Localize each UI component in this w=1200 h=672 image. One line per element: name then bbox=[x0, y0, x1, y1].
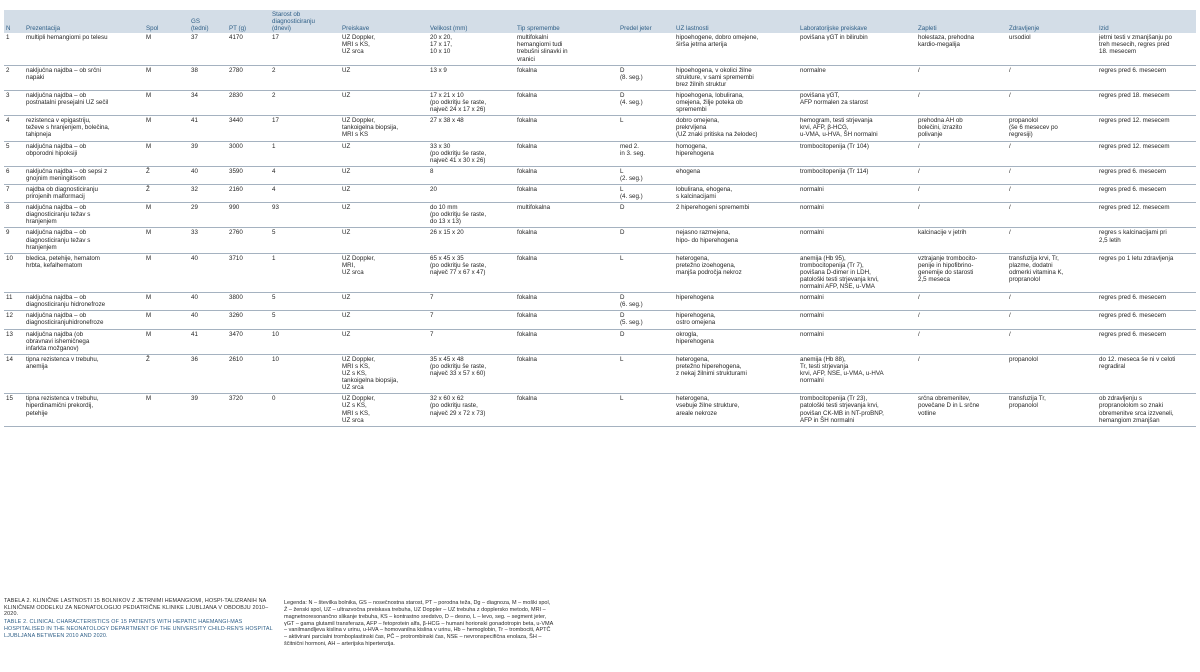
table-cell: 65 x 45 x 35 (po odkritju še raste, največ 77 x 67 x 47) bbox=[428, 253, 515, 292]
table-cell: / bbox=[1007, 329, 1097, 354]
table-cell: naključna najdba – ob postnatalni presejalni UZ sečil bbox=[24, 90, 144, 115]
column-header: Predel jeter bbox=[618, 10, 674, 33]
table-cell: 40 bbox=[189, 311, 227, 329]
table-cell: 2 bbox=[4, 65, 24, 90]
table-cell: regres pred 12. mesecem bbox=[1097, 141, 1196, 166]
table-cell: 3260 bbox=[227, 311, 270, 329]
table-cell: 7 bbox=[428, 311, 515, 329]
table-cell: 0 bbox=[270, 394, 340, 426]
table-cell: hiperehogena, ostro omejena bbox=[674, 311, 798, 329]
table-cell: fokalna bbox=[515, 90, 618, 115]
table-cell: UZ Doppler, MRI s KS, UZ s KS, tankoigelna biopsija, UZ srca bbox=[340, 354, 428, 393]
table-cell: propanolol bbox=[1007, 354, 1097, 393]
table-cell: L bbox=[618, 394, 674, 426]
table-cell: transfuzija krvi, Tr, plazme, dodatni odmerki vitamina K, propranolol bbox=[1007, 253, 1097, 292]
column-header: Starost ob diagnosticiranju (dnevi) bbox=[270, 10, 340, 33]
table-cell: naključna najdba – ob diagnosticiranju težav s hranjenjem bbox=[24, 228, 144, 253]
column-header: Velikost (mm) bbox=[428, 10, 515, 33]
table-cell: 5 bbox=[270, 293, 340, 311]
table-cell: bledica, petehije, hematom hrbta, kefalhematom bbox=[24, 253, 144, 292]
table-cell: 13 bbox=[4, 329, 24, 354]
column-header: N bbox=[4, 10, 24, 33]
column-header: Zapleti bbox=[916, 10, 1007, 33]
table-cell: ehogena bbox=[674, 166, 798, 184]
table-row bbox=[4, 166, 1196, 184]
table-cell: M bbox=[144, 293, 189, 311]
table-cell: vztrajanje trombocito- penije in hipofibrino- genemije do starosti 2,5 meseca bbox=[916, 253, 1007, 292]
table-cell: regres pred 18. mesecem bbox=[1097, 90, 1196, 115]
table-cell: 4 bbox=[270, 184, 340, 202]
table-cell: 33 bbox=[189, 228, 227, 253]
table-cell: 41 bbox=[189, 329, 227, 354]
table-cell: UZ bbox=[340, 228, 428, 253]
table-cell: regres pred 6. mesecem bbox=[1097, 166, 1196, 184]
table-cell: fokalna bbox=[515, 394, 618, 426]
table-cell: / bbox=[1007, 65, 1097, 90]
table-cell: UZ Doppler, tankoigelna biopsija, MRI s KS bbox=[340, 116, 428, 141]
table-cell: 14 bbox=[4, 354, 24, 393]
table-cell: D (6. seg.) bbox=[618, 293, 674, 311]
table-cell: M bbox=[144, 311, 189, 329]
table-cell: okrogla, hiperehogena bbox=[674, 329, 798, 354]
table-cell: 1 bbox=[270, 141, 340, 166]
table-cell: 4 bbox=[270, 166, 340, 184]
column-header: Prezentacija bbox=[24, 10, 144, 33]
table-cell: 3 bbox=[4, 90, 24, 115]
table-cell: normalni bbox=[798, 184, 916, 202]
column-header: UZ lastnosti bbox=[674, 10, 798, 33]
table-cell: najdba ob diagnosticiranju prirojenih malformacij bbox=[24, 184, 144, 202]
table-cell: UZ bbox=[340, 65, 428, 90]
table-cell: 4170 bbox=[227, 33, 270, 65]
table-cell: 38 bbox=[189, 65, 227, 90]
table-cell: do 10 mm (po odkritju še raste, do 13 x 13) bbox=[428, 203, 515, 228]
table-cell: trombocitopenija (Tr 114) bbox=[798, 166, 916, 184]
table-cell: 5 bbox=[270, 311, 340, 329]
table-cell: multipli hemangiomi po telesu bbox=[24, 33, 144, 65]
table-cell: 17 bbox=[270, 33, 340, 65]
table-cell: 34 bbox=[189, 90, 227, 115]
table-cell: 2 bbox=[270, 65, 340, 90]
table-cell: 35 x 45 x 48 (po odkritju še raste, največ 33 x 57 x 60) bbox=[428, 354, 515, 393]
table-cell: 32 bbox=[189, 184, 227, 202]
table-cell: 3000 bbox=[227, 141, 270, 166]
table-cell: do 12. meseca še ni v celoti regradiral bbox=[1097, 354, 1196, 393]
table-body bbox=[4, 33, 1196, 426]
table-cell: 3470 bbox=[227, 329, 270, 354]
table-cell: 32 x 60 x 62 (po odkritju raste, največ 29 x 72 x 73) bbox=[428, 394, 515, 426]
table-cell: 27 x 38 x 48 bbox=[428, 116, 515, 141]
table-cell: M bbox=[144, 65, 189, 90]
table-cell: nejasno razmejena, hipo- do hiperehogena bbox=[674, 228, 798, 253]
table-cell: 8 bbox=[4, 203, 24, 228]
table-cell: Ž bbox=[144, 166, 189, 184]
table-cell: 4 bbox=[4, 116, 24, 141]
table-cell: regres pred 6. mesecem bbox=[1097, 329, 1196, 354]
table-cell: naključna najdba (ob obravnavi ishemičnega infarkta možganov) bbox=[24, 329, 144, 354]
table-cell: regres pred 6. mesecem bbox=[1097, 65, 1196, 90]
table-cell bbox=[618, 33, 674, 65]
table-cell: normalne bbox=[798, 65, 916, 90]
table-cell: hipoehogena, lobulirana, omejena, žilje poteka ob spremembi bbox=[674, 90, 798, 115]
table-cell: fokalna bbox=[515, 166, 618, 184]
table-cell: UZ bbox=[340, 293, 428, 311]
table-cell: heterogena, vsebuje žilne strukture, areale nekroze bbox=[674, 394, 798, 426]
table-cell: / bbox=[1007, 90, 1097, 115]
table-cell: 12 bbox=[4, 311, 24, 329]
table-cell: propanolol (še 6 mesecev po regresiji) bbox=[1007, 116, 1097, 141]
table-cell: heterogena, pretežno hiperehogena, z nekaj žilnimi strukturami bbox=[674, 354, 798, 393]
table-cell: M bbox=[144, 203, 189, 228]
table-cell: 11 bbox=[4, 293, 24, 311]
table-cell: 7 bbox=[428, 329, 515, 354]
table-cell: 40 bbox=[189, 293, 227, 311]
table-cell: L bbox=[618, 116, 674, 141]
table-cell: 41 bbox=[189, 116, 227, 141]
table-cell: 40 bbox=[189, 253, 227, 292]
table-cell: 8 bbox=[428, 166, 515, 184]
table-row bbox=[4, 329, 1196, 354]
column-header: Izid bbox=[1097, 10, 1196, 33]
table-cell: tipna rezistenca v trebuhu, hiperdinamični prekordij, petehije bbox=[24, 394, 144, 426]
table-cell: naključna najdba – ob diagnosticiranju hidronefroze bbox=[24, 293, 144, 311]
table-cell: 10 bbox=[270, 329, 340, 354]
table-cell: regres pred 6. mesecem bbox=[1097, 311, 1196, 329]
table-cell: / bbox=[916, 90, 1007, 115]
column-header: Spol bbox=[144, 10, 189, 33]
table-cell: 40 bbox=[189, 166, 227, 184]
table-cell: / bbox=[1007, 184, 1097, 202]
table-cell: 7 bbox=[428, 293, 515, 311]
table-cell: hiperehogena bbox=[674, 293, 798, 311]
table-cell: D bbox=[618, 329, 674, 354]
table-row bbox=[4, 293, 1196, 311]
table-cell: normalni bbox=[798, 228, 916, 253]
table-cell: M bbox=[144, 394, 189, 426]
table-row bbox=[4, 311, 1196, 329]
table-cell: 17 x 21 x 10 (po odkritju še raste, največ 24 x 17 x 26) bbox=[428, 90, 515, 115]
table-cell: regres pred 6. mesecem bbox=[1097, 184, 1196, 202]
table-cell: 2 bbox=[270, 90, 340, 115]
table-cell: 2 hiperehogeni spremembi bbox=[674, 203, 798, 228]
table-cell: fokalna bbox=[515, 354, 618, 393]
table-cell: normalni bbox=[798, 203, 916, 228]
table-cell: UZ bbox=[340, 184, 428, 202]
column-header: Tip spremembe bbox=[515, 10, 618, 33]
table-cell: fokalna bbox=[515, 329, 618, 354]
table-cell: 9 bbox=[4, 228, 24, 253]
table-cell: 990 bbox=[227, 203, 270, 228]
table-cell: naključna najdba – ob obporodni hipoksiji bbox=[24, 141, 144, 166]
table-cell: normalni bbox=[798, 329, 916, 354]
table-cell: 36 bbox=[189, 354, 227, 393]
table-cell: fokalna bbox=[515, 311, 618, 329]
table-row bbox=[4, 354, 1196, 393]
table-row bbox=[4, 394, 1196, 426]
table-cell: L bbox=[618, 354, 674, 393]
table-cell: 2160 bbox=[227, 184, 270, 202]
table-cell: Ž bbox=[144, 354, 189, 393]
table-cell: med 2. in 3. seg. bbox=[618, 141, 674, 166]
table-cell: 29 bbox=[189, 203, 227, 228]
column-header: Preiskave bbox=[340, 10, 428, 33]
table-cell: 3590 bbox=[227, 166, 270, 184]
table-cell: 39 bbox=[189, 394, 227, 426]
table-cell: / bbox=[1007, 228, 1097, 253]
table-cell: M bbox=[144, 116, 189, 141]
table-row bbox=[4, 203, 1196, 228]
table-cell: Ž bbox=[144, 184, 189, 202]
table-cell: regres pred 6. mesecem bbox=[1097, 293, 1196, 311]
table-cell: naključna najdba – ob srčni napaki bbox=[24, 65, 144, 90]
table-cell: M bbox=[144, 90, 189, 115]
table-cell: UZ Doppler, MRI s KS, UZ srca bbox=[340, 33, 428, 65]
table-cell: fokalna bbox=[515, 116, 618, 141]
table-cell: 5 bbox=[270, 228, 340, 253]
table-cell: regres pred 12. mesecem bbox=[1097, 116, 1196, 141]
table-cell: D (8. seg.) bbox=[618, 65, 674, 90]
table-cell: 17 bbox=[270, 116, 340, 141]
table-cell: / bbox=[1007, 293, 1097, 311]
table-cell: L (4. seg.) bbox=[618, 184, 674, 202]
table-cell: multifokalni hemangiomi tudi trebušni slinavki in vranici bbox=[515, 33, 618, 65]
table-cell: rezistenca v epigastriju, teževe s hranjenjem, bolečina, tahipneja bbox=[24, 116, 144, 141]
table-cell: 13 x 9 bbox=[428, 65, 515, 90]
table-cell: 3720 bbox=[227, 394, 270, 426]
table-cell: anemija (Hb 88), Tr, testi strjevanja krvi, AFP, NSE, u-VMA, u-HVA normalni bbox=[798, 354, 916, 393]
table-legend: Legenda: N – številka bolnika, GS – nosečnostna starost, PT – porodna teža, Dg – diagnoza, M – moški spol, Ž – ženski spol, UZ – ultrazvočna preiskava trebuha, UZ Doppler – UZ trebuha z dopplersko metodo, MRI – magnetnoresonančno slikanje trebuha, KS – kontrastno sredstvo, D – desno, L – levo, seg. – segment jeter, γGT – gama glutamil transferaza, AFP – fetoprotein alfa, β-HCG – humani horionski gonadotropin beta, u-VMA – vanilmandljeva kislina v urinu, u-HVA – homovanilna kislina v urinu, Hb – hemoglobin, Tr – trombociti, APTČ – aktivirani parcialni tromboplastinski čas, PČ – protrombinski čas, NSE – nevronspecifična enolaza, ŠH – ščitnični hormoni, AH – arterijska hipertenzija. bbox=[284, 600, 553, 648]
table-cell: UZ bbox=[340, 203, 428, 228]
table-row bbox=[4, 253, 1196, 292]
table-cell: 2830 bbox=[227, 90, 270, 115]
table-cell: heterogena, pretežno izoehogena, manjša področja nekroz bbox=[674, 253, 798, 292]
table-cell: 3710 bbox=[227, 253, 270, 292]
table-cell: kalcinacije v jetrih bbox=[916, 228, 1007, 253]
table-cell: homogena, hiperehogena bbox=[674, 141, 798, 166]
table-cell: UZ bbox=[340, 311, 428, 329]
table-cell: 2610 bbox=[227, 354, 270, 393]
table-cell: fokalna bbox=[515, 228, 618, 253]
table-cell: / bbox=[916, 166, 1007, 184]
table-cell: 20 x 20, 17 x 17, 10 x 10 bbox=[428, 33, 515, 65]
table-cell: 2780 bbox=[227, 65, 270, 90]
table-cell: 37 bbox=[189, 33, 227, 65]
table-cell: M bbox=[144, 33, 189, 65]
table-cell: fokalna bbox=[515, 253, 618, 292]
table-cell: hemogram, testi strjevanja krvi, AFP, β-HCG, u-VMA, u-HVA, ŠH normalni bbox=[798, 116, 916, 141]
table-cell: 93 bbox=[270, 203, 340, 228]
table-cell: L bbox=[618, 253, 674, 292]
table-cell: / bbox=[1007, 141, 1097, 166]
table-cell: regres s kalcinacijami pri 2,5 letih bbox=[1097, 228, 1196, 253]
table-cell: M bbox=[144, 329, 189, 354]
table-cell: UZ Doppler, UZ s KS, MRI s KS, UZ srca bbox=[340, 394, 428, 426]
table-cell: L (2. seg.) bbox=[618, 166, 674, 184]
table-cell: 2760 bbox=[227, 228, 270, 253]
table-cell: 33 x 30 (po odkritju še raste, največ 41 x 30 x 26) bbox=[428, 141, 515, 166]
table-cell: 1 bbox=[4, 33, 24, 65]
table-cell: UZ Doppler, MRI, UZ srca bbox=[340, 253, 428, 292]
table-row bbox=[4, 228, 1196, 253]
column-header: PT (g) bbox=[227, 10, 270, 33]
table-cell: / bbox=[916, 203, 1007, 228]
table-cell: / bbox=[1007, 203, 1097, 228]
table-cell: povišana γGT in bilirubin bbox=[798, 33, 916, 65]
table-cell: / bbox=[916, 141, 1007, 166]
table-row bbox=[4, 116, 1196, 141]
table-cell: fokalna bbox=[515, 65, 618, 90]
table-cell: 3800 bbox=[227, 293, 270, 311]
clinical-characteristics-table bbox=[4, 10, 1196, 427]
table-cell: 15 bbox=[4, 394, 24, 426]
caption-english: TABLE 2. CLINICAL CHARACTERISTICS OF 15 PATIENTS WITH HEPATIC HAEMANGI-MAS HOSPITALISED IN THE NEONATOLOGY DEPARTMENT OF THE UNIVERSITY CHILD-REN'S HOSPITAL LJUBLJANA BETWEEN 2010 AND 2020. bbox=[4, 619, 273, 639]
caption-slovenian: TABELA 2. KLINIČNE LASTNOSTI 15 BOLNIKOV Z JETRNIMI HEMANGIOMI, HOSPI-TALIZRANIH NA KLINIČNEM ODDELKU ZA NEONATOLOGIJO PEDIATRIČNE KLINIKE LJUBLJANA V OBDOBJU 2010–2020. bbox=[4, 598, 269, 618]
table-cell: / bbox=[1007, 166, 1097, 184]
table-cell: holestaza, prehodna kardio-megalija bbox=[916, 33, 1007, 65]
table-cell: trombocitopenija (Tr 104) bbox=[798, 141, 916, 166]
table-cell: 1 bbox=[270, 253, 340, 292]
table-cell: naključna najdba – ob diagnosticiranjuhidronefroze bbox=[24, 311, 144, 329]
table-cell: M bbox=[144, 253, 189, 292]
table-cell: / bbox=[916, 184, 1007, 202]
table-cell: trombocitopenija (Tr 23), patološki testi strjevanja krvi, povišan CK-MB in NT-proBNP, AFP in ŠH normalni bbox=[798, 394, 916, 426]
table-cell: normalni bbox=[798, 293, 916, 311]
table-row bbox=[4, 90, 1196, 115]
table-cell: prehodna AH ob bolečini, izrazito polivanje bbox=[916, 116, 1007, 141]
table-cell: / bbox=[916, 293, 1007, 311]
table-cell: normalni bbox=[798, 311, 916, 329]
column-header: Laboratorijske preiskave bbox=[798, 10, 916, 33]
table-cell: / bbox=[1007, 311, 1097, 329]
table-cell: hipoehogena, v okolici žilne strukture, v sami spremembi brez žilnih struktur bbox=[674, 65, 798, 90]
table-cell: 6 bbox=[4, 166, 24, 184]
table-cell: / bbox=[916, 354, 1007, 393]
table-cell: anemija (Hb 95), trombocitopenija (Tr 7), povišana D-dimer in LDH, patološki testi strjevanja krvi, normalni AFP, NSE, u-VMA bbox=[798, 253, 916, 292]
table-row bbox=[4, 141, 1196, 166]
table-cell: povišana γGT, AFP normalen za starost bbox=[798, 90, 916, 115]
table-cell: / bbox=[916, 65, 1007, 90]
table-cell: 3440 bbox=[227, 116, 270, 141]
table-cell: M bbox=[144, 228, 189, 253]
table-cell: fokalna bbox=[515, 141, 618, 166]
table-cell: fokalna bbox=[515, 184, 618, 202]
table-cell: UZ bbox=[340, 141, 428, 166]
table-cell: / bbox=[916, 311, 1007, 329]
table-cell: ob zdravljenju s propranololom so znaki obremenitve srca izzveneli, hemangiom zmanjšan bbox=[1097, 394, 1196, 426]
table-cell: / bbox=[916, 329, 1007, 354]
table-cell: multifokalna bbox=[515, 203, 618, 228]
table-cell: M bbox=[144, 141, 189, 166]
table-cell: D bbox=[618, 228, 674, 253]
table-cell: naključna najdba – ob sepsi z gnojnim meningitisom bbox=[24, 166, 144, 184]
table-cell: 26 x 15 x 20 bbox=[428, 228, 515, 253]
column-header: Zdravljenje bbox=[1007, 10, 1097, 33]
table-cell: 5 bbox=[4, 141, 24, 166]
table-cell: regres pred 12. mesecem bbox=[1097, 203, 1196, 228]
table-cell: 39 bbox=[189, 141, 227, 166]
table-cell: fokalna bbox=[515, 293, 618, 311]
table-cell: dobro omejena, prekrvljena (UZ znaki pritiska na želodec) bbox=[674, 116, 798, 141]
table-cell: 10 bbox=[270, 354, 340, 393]
table-header-row bbox=[4, 10, 1196, 33]
table-cell: D (5. seg.) bbox=[618, 311, 674, 329]
table-cell: lobulirana, ehogena, s kalcinacijami bbox=[674, 184, 798, 202]
table-row bbox=[4, 184, 1196, 202]
table-cell: regres po 1 letu zdravljenja bbox=[1097, 253, 1196, 292]
table-cell: UZ bbox=[340, 90, 428, 115]
table-cell: hipoehogene, dobro omejene, širša jetrna arterija bbox=[674, 33, 798, 65]
table-cell: jetrni testi v zmanjšanju po treh mesecih, regres pred 18. mesecem bbox=[1097, 33, 1196, 65]
column-header: GS (tedni) bbox=[189, 10, 227, 33]
table-row bbox=[4, 33, 1196, 65]
table-cell: ursodiol bbox=[1007, 33, 1097, 65]
table-cell: 10 bbox=[4, 253, 24, 292]
table-cell: 7 bbox=[4, 184, 24, 202]
table-cell: UZ bbox=[340, 329, 428, 354]
table-caption bbox=[4, 598, 276, 639]
table-cell: 20 bbox=[428, 184, 515, 202]
table-cell: tipna rezistenca v trebuhu, anemija bbox=[24, 354, 144, 393]
table-row bbox=[4, 65, 1196, 90]
table-cell: srčna obremenitev, povečane D in L srčne votline bbox=[916, 394, 1007, 426]
table-cell: naključna najdba – ob diagnosticiranju težav s hranjenjem bbox=[24, 203, 144, 228]
table-cell: D bbox=[618, 203, 674, 228]
table-cell: transfuzija Tr, propanolol bbox=[1007, 394, 1097, 426]
table-cell: UZ bbox=[340, 166, 428, 184]
table-cell: D (4. seg.) bbox=[618, 90, 674, 115]
